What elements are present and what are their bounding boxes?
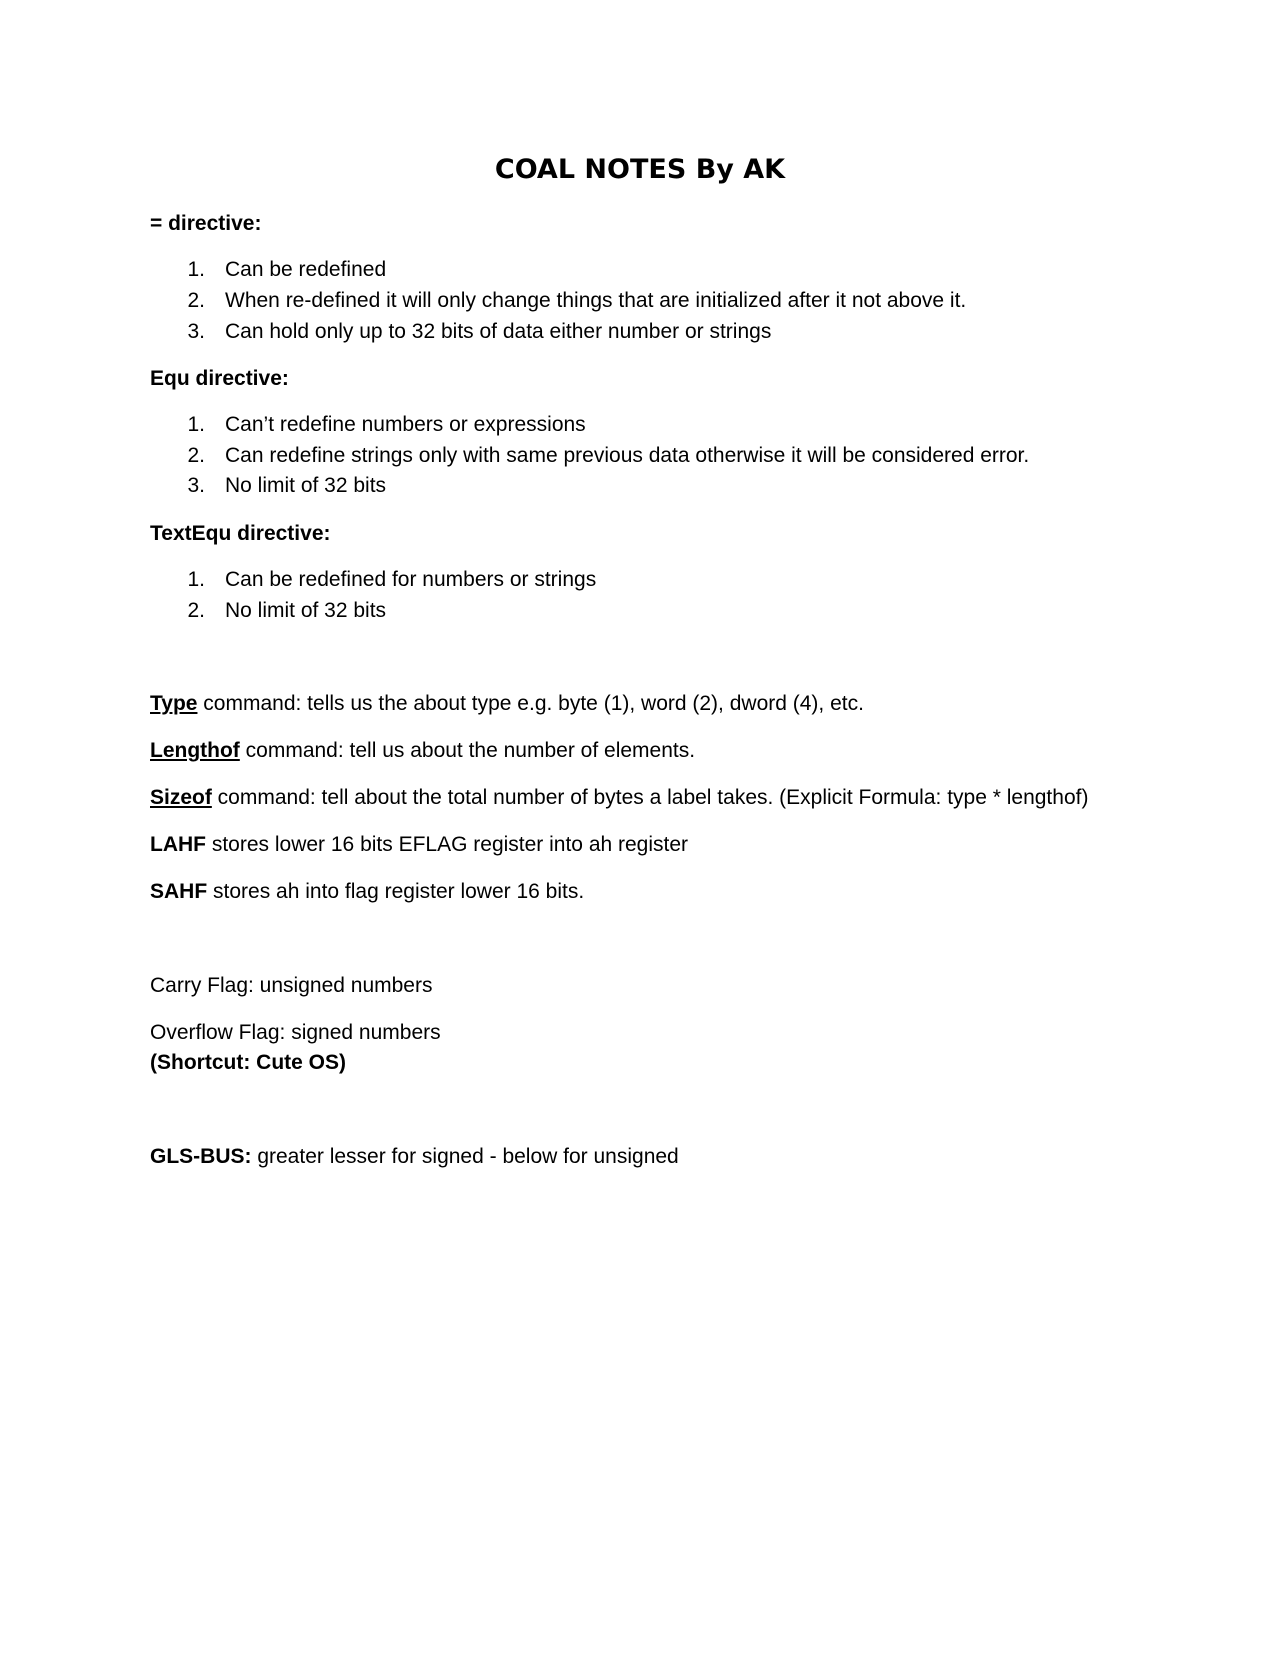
sizeof-command-term: Sizeof [150,786,212,809]
list-item-number: 2. [187,444,205,467]
overflow-flag-line: Overflow Flag: signed numbers [150,1021,441,1044]
section-heading-equ-directive: Equ directive: [150,367,289,390]
section-heading-textequ-directive: TextEqu directive: [150,522,331,545]
section-heading-equals-directive: = directive: [150,212,262,235]
sizeof-command-desc: command: tell about the total number of bytes a label takes. (Explicit Formula: type * lengthof) [211,786,1089,809]
list-item-number: 3. [187,320,205,343]
list-item-number: 2. [187,289,205,312]
list-item-text: No limit of 32 bits [225,599,387,622]
document-title: COAL NOTES By AK [494,154,786,185]
list-item-number: 3. [187,474,205,497]
gls-bus-desc: greater lesser for signed - below for unsigned [251,1145,679,1168]
type-command-line [150,690,864,718]
lengthof-command-line [150,737,695,765]
list-item-text: When re-defined it will only change things that are initialized after it not above it. [225,289,967,312]
type-command-desc: command: tells us the about type e.g. byte (1), word (2), dword (4), etc. [197,692,864,715]
sahf-line [150,878,584,906]
list-item-number: 1. [187,413,205,436]
sahf-term: SAHF [150,880,208,903]
gls-bus-term: GLS-BUS: [150,1145,252,1168]
list-item-text: No limit of 32 bits [225,474,387,497]
list-item-text: Can redefine strings only with same previous data otherwise it will be considered error. [225,444,1030,467]
lahf-term: LAHF [150,833,206,856]
carry-flag-line: Carry Flag: unsigned numbers [150,974,433,997]
shortcut-line: (Shortcut: Cute OS) [150,1051,346,1074]
list-item-text: Can hold only up to 32 bits of data either number or strings [225,320,772,343]
list-item-text: Can’t redefine numbers or expressions [225,413,586,436]
lengthof-command-desc: command: tell us about the number of elements. [239,739,696,762]
list-item-number: 1. [187,568,205,591]
sahf-desc: stores ah into flag register lower 16 bits. [207,880,585,903]
type-command-term: Type [150,692,198,715]
lengthof-command-term: Lengthof [150,739,240,762]
list-item-text: Can be redefined [225,258,387,281]
lahf-line [150,831,688,859]
list-item-text: Can be redefined for numbers or strings [225,568,597,591]
sizeof-command-line [150,784,1088,812]
lahf-desc: stores lower 16 bits EFLAG register into ah register [206,833,689,856]
list-item-number: 1. [187,258,205,281]
list-item-number: 2. [187,599,205,622]
gls-bus-line [150,1143,679,1171]
